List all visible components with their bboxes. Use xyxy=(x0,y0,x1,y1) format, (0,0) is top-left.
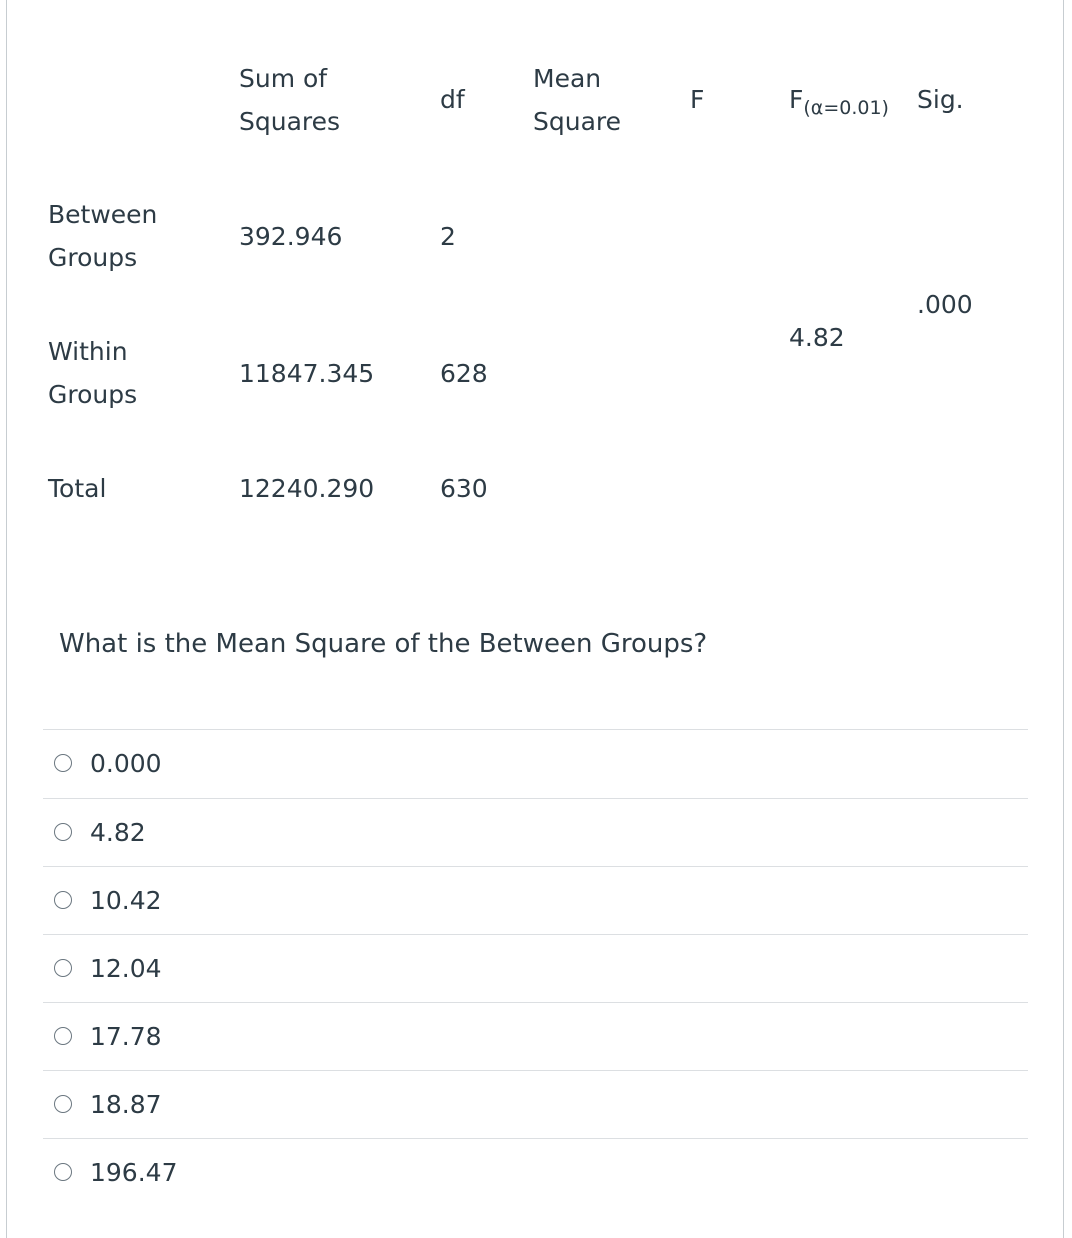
header-f-critical-main: F xyxy=(789,85,804,114)
header-mean-square-line2: Square xyxy=(533,107,622,136)
header-sig: Sig. xyxy=(917,85,964,114)
question-text: What is the Mean Square of the Between Groups? xyxy=(59,629,708,659)
row-within-label-line1: Within xyxy=(48,337,128,366)
answer-label[interactable]: 4.82 xyxy=(90,818,146,847)
answer-label[interactable]: 12.04 xyxy=(90,954,162,983)
answer-label[interactable]: 10.42 xyxy=(90,886,162,915)
answer-label[interactable]: 17.78 xyxy=(90,1022,162,1051)
header-sum-of-squares-line2: Squares xyxy=(239,107,341,136)
answer-option[interactable] xyxy=(43,798,1028,866)
radio-button[interactable] xyxy=(54,1163,72,1181)
row-within-label-line2: Groups xyxy=(48,380,138,409)
radio-button[interactable] xyxy=(54,823,72,841)
radio-button[interactable] xyxy=(54,1027,72,1045)
answer-option[interactable] xyxy=(43,1002,1028,1070)
row-between-label-line1: Between xyxy=(48,200,158,229)
header-df: df xyxy=(440,85,465,114)
answer-option[interactable] xyxy=(43,1138,1028,1206)
radio-button[interactable] xyxy=(54,754,72,772)
row-total-label: Total xyxy=(48,474,107,503)
header-f-critical xyxy=(789,78,889,124)
radio-button[interactable] xyxy=(54,959,72,977)
answer-option[interactable] xyxy=(43,729,1028,798)
radio-button[interactable] xyxy=(54,891,72,909)
row-total-sum-of-squares: 12240.290 xyxy=(239,474,375,503)
answer-option[interactable] xyxy=(43,1070,1028,1138)
row-between-sum-of-squares: 392.946 xyxy=(239,222,343,251)
f-critical-value: 4.82 xyxy=(789,323,845,352)
header-f-critical-subscript: (α=0.01) xyxy=(803,97,889,119)
radio-button[interactable] xyxy=(54,1095,72,1113)
header-mean-square-line1: Mean xyxy=(533,64,602,93)
header-f: F xyxy=(690,85,705,114)
row-between-df: 2 xyxy=(440,222,456,251)
row-between-label-line2: Groups xyxy=(48,243,138,272)
row-within-sum-of-squares: 11847.345 xyxy=(239,359,375,388)
answer-option[interactable] xyxy=(43,934,1028,1002)
answer-label[interactable]: 0.000 xyxy=(90,749,162,778)
answer-list xyxy=(43,729,1028,1206)
row-total-df: 630 xyxy=(440,474,488,503)
answer-label[interactable]: 18.87 xyxy=(90,1090,162,1119)
answer-option[interactable] xyxy=(43,866,1028,934)
header-sum-of-squares-line1: Sum of xyxy=(239,64,328,93)
answer-label[interactable]: 196.47 xyxy=(90,1158,178,1187)
sig-value: .000 xyxy=(917,290,973,319)
row-within-df: 628 xyxy=(440,359,488,388)
